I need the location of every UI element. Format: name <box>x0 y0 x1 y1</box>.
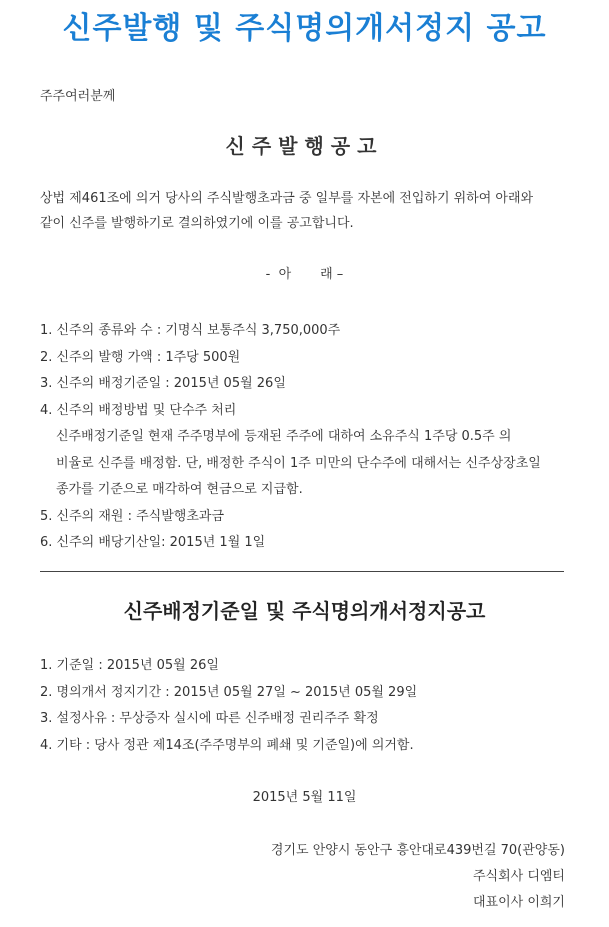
section-divider <box>40 571 564 572</box>
allocation-detail-line: 비율로 신주를 배정함. 단, 배정한 주식이 1주 미만의 단수주에 대해서는 신주상장초일 <box>56 455 541 471</box>
suspension-terms-list <box>40 653 588 759</box>
salutation: 주주여러분께 <box>40 89 116 104</box>
list-item: 5. 신주의 재원 : 주식발행초과금 <box>40 508 225 524</box>
list-item: 1. 기준일 : 2015년 05월 26일 <box>40 658 219 673</box>
representative-name: 대표이사 이희기 <box>472 895 565 910</box>
company-address: 경기도 안양시 동안구 흥안대로439번길 70(관양동) <box>270 843 565 858</box>
list-item: 2. 명의개서 정지기간 : 2015년 05월 27일 ~ 2015년 05월 29일 <box>40 684 418 700</box>
issue-terms-list <box>40 318 588 557</box>
intro-line: 상법 제461조에 의거 당사의 주식발행초과금 중 일부를 자본에 전입하기 위하여 아래와 <box>40 191 534 206</box>
page-title: 신주발행 및 주식명의개서정지 공고 <box>62 11 547 46</box>
company-signature <box>271 838 565 916</box>
intro-line: 같이 신주를 발행하기로 결의하였기에 이를 공고합니다. <box>40 216 354 231</box>
list-item: 6. 신주의 배당기산일: 2015년 1월 1일 <box>40 535 266 550</box>
allocation-detail-line: 종가를 기준으로 매각하여 현금으로 지급함. <box>56 482 303 497</box>
issue-notice-heading: 신주발행공고 <box>225 134 384 158</box>
list-item: 3. 설정사유 : 무상증자 실시에 따른 신주배정 권리주주 확정 <box>40 711 379 726</box>
allocation-detail <box>40 424 588 504</box>
remark-heading: - 아 래 – <box>265 267 344 282</box>
intro-paragraph <box>40 186 588 236</box>
list-item: 1. 신주의 종류와 수 : 기명식 보통주식 3,750,000주 <box>40 323 341 338</box>
list-item: 4. 신주의 배정방법 및 단수주 처리 <box>40 402 237 418</box>
company-name: 주식회사 디엠티 <box>472 869 565 884</box>
list-item: 2. 신주의 발행 가액 : 1주당 500원 <box>40 349 241 365</box>
suspension-notice-heading: 신주배정기준일 및 주식명의개서정지공고 <box>123 599 486 623</box>
notice-date: 2015년 5월 11일 <box>252 790 357 805</box>
list-item: 4. 기타 : 당사 정관 제14조(주주명부의 폐쇄 및 기준일)에 의거함. <box>40 737 414 753</box>
list-item: 3. 신주의 배정기준일 : 2015년 05월 26일 <box>40 376 286 391</box>
allocation-detail-line: 신주배정기준일 현재 주주명부에 등재된 주주에 대하여 소유주식 1주당 0.5주 의 <box>56 429 512 444</box>
